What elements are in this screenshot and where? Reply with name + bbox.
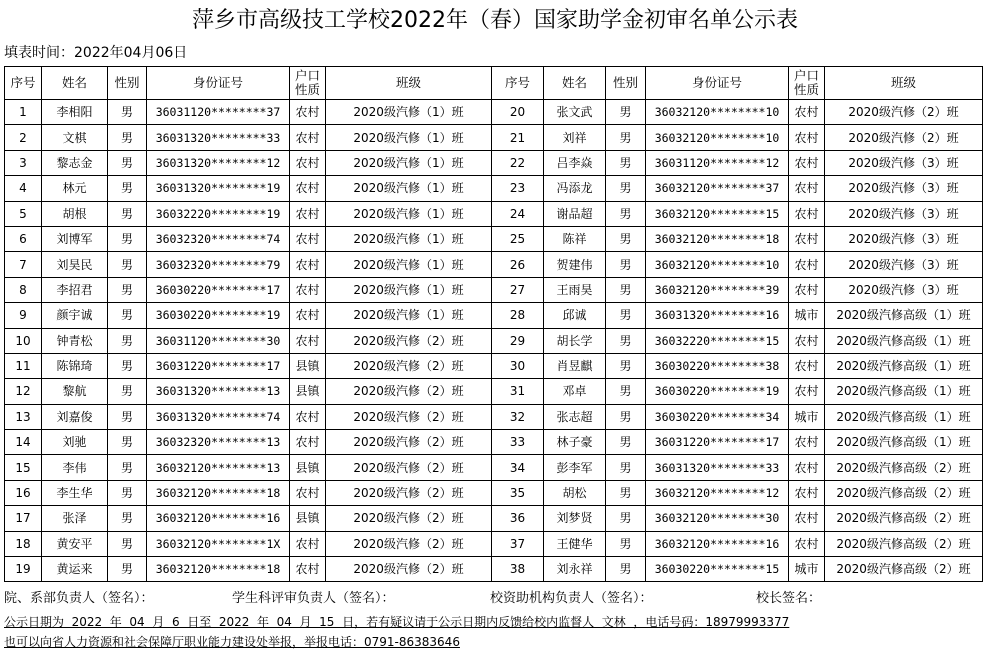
cell-household-type: 城市 <box>789 557 825 582</box>
cell-class: 2020级汽修（2）班 <box>326 430 492 455</box>
cell-household-type: 县镇 <box>290 379 326 404</box>
cell-id-number: 36030220********19 <box>646 379 789 404</box>
cell-name: 胡松 <box>544 480 606 505</box>
cell-gender: 男 <box>108 430 147 455</box>
cell-name: 胡根 <box>42 201 108 226</box>
cell-class: 2020级汽修（1）班 <box>326 176 492 201</box>
cell-index: 30 <box>492 353 544 378</box>
cell-class: 2020级汽修（2）班 <box>326 328 492 353</box>
cell-index: 25 <box>492 226 544 251</box>
cell-gender: 男 <box>606 252 646 277</box>
cell-gender: 男 <box>108 379 147 404</box>
table-row <box>5 125 983 150</box>
header-gender: 性别 <box>108 67 147 100</box>
cell-name: 黄运来 <box>42 557 108 582</box>
cell-index: 22 <box>492 150 544 175</box>
table-row <box>5 455 983 480</box>
cell-household-type: 农村 <box>789 480 825 505</box>
cell-index: 3 <box>5 150 42 175</box>
header-household-type: 户口性质 <box>789 67 825 100</box>
cell-class: 2020级汽修高级（2）班 <box>825 531 983 556</box>
cell-class: 2020级汽修（3）班 <box>825 252 983 277</box>
cell-class: 2020级汽修高级（1）班 <box>825 430 983 455</box>
cell-household-type: 农村 <box>290 176 326 201</box>
cell-class: 2020级汽修（3）班 <box>825 176 983 201</box>
cell-class: 2020级汽修高级（2）班 <box>825 557 983 582</box>
cell-id-number: 36032120********10 <box>646 125 789 150</box>
cell-class: 2020级汽修（2）班 <box>326 557 492 582</box>
header-name: 姓名 <box>42 67 108 100</box>
cell-name: 张志超 <box>544 404 606 429</box>
cell-index: 2 <box>5 125 42 150</box>
header-index: 序号 <box>492 67 544 100</box>
cell-id-number: 36032120********18 <box>147 557 290 582</box>
cell-class: 2020级汽修高级（2）班 <box>825 506 983 531</box>
cell-index: 29 <box>492 328 544 353</box>
cell-gender: 男 <box>108 226 147 251</box>
notice-text-2: 也可以向省人力资源和社会保障厅职业能力建设处举报，举报电话：0791-86383646 <box>4 635 460 649</box>
cell-index: 23 <box>492 176 544 201</box>
cell-id-number: 36031220********17 <box>147 353 290 378</box>
header-index: 序号 <box>5 67 42 100</box>
cell-gender: 男 <box>108 455 147 480</box>
header-id-number: 身份证号 <box>646 67 789 100</box>
cell-name: 林元 <box>42 176 108 201</box>
cell-class: 2020级汽修（1）班 <box>326 125 492 150</box>
cell-class: 2020级汽修（1）班 <box>326 303 492 328</box>
cell-name: 邱诚 <box>544 303 606 328</box>
notice-line-1 <box>4 614 789 630</box>
cell-gender: 男 <box>108 353 147 378</box>
table-row <box>5 531 983 556</box>
cell-gender: 男 <box>108 480 147 505</box>
cell-name: 肖昱麒 <box>544 353 606 378</box>
cell-index: 34 <box>492 455 544 480</box>
cell-name: 刘昊民 <box>42 252 108 277</box>
cell-id-number: 36031120********12 <box>646 150 789 175</box>
table-row <box>5 303 983 328</box>
cell-id-number: 36032220********15 <box>646 328 789 353</box>
cell-household-type: 农村 <box>290 328 326 353</box>
cell-id-number: 36032320********79 <box>147 252 290 277</box>
roster-table <box>4 66 983 582</box>
cell-id-number: 36032120********16 <box>646 531 789 556</box>
cell-class: 2020级汽修高级（1）班 <box>825 404 983 429</box>
cell-name: 黎航 <box>42 379 108 404</box>
cell-household-type: 城市 <box>789 404 825 429</box>
cell-gender: 男 <box>606 226 646 251</box>
cell-index: 10 <box>5 328 42 353</box>
cell-index: 31 <box>492 379 544 404</box>
cell-household-type: 农村 <box>789 379 825 404</box>
cell-index: 11 <box>5 353 42 378</box>
cell-gender: 男 <box>606 353 646 378</box>
header-class: 班级 <box>326 67 492 100</box>
cell-id-number: 36032120********39 <box>646 277 789 302</box>
cell-gender: 男 <box>606 430 646 455</box>
table-row <box>5 506 983 531</box>
review-head-signature: 学生科评审负责人（签名）： <box>232 591 395 606</box>
cell-gender: 男 <box>108 176 147 201</box>
cell-id-number: 36031120********37 <box>147 100 290 125</box>
cell-id-number: 36032120********1X <box>147 531 290 556</box>
cell-household-type: 农村 <box>290 480 326 505</box>
cell-class: 2020级汽修（2）班 <box>825 100 983 125</box>
cell-household-type: 农村 <box>789 150 825 175</box>
cell-index: 24 <box>492 201 544 226</box>
cell-gender: 男 <box>108 201 147 226</box>
cell-id-number: 36030220********34 <box>646 404 789 429</box>
cell-household-type: 农村 <box>290 252 326 277</box>
table-row <box>5 328 983 353</box>
cell-id-number: 36032120********37 <box>646 176 789 201</box>
cell-id-number: 36031320********33 <box>646 455 789 480</box>
cell-class: 2020级汽修（1）班 <box>326 252 492 277</box>
cell-class: 2020级汽修（2）班 <box>326 531 492 556</box>
cell-name: 张泽 <box>42 506 108 531</box>
cell-class: 2020级汽修高级（2）班 <box>825 480 983 505</box>
cell-name: 刘梦贤 <box>544 506 606 531</box>
cell-household-type: 农村 <box>789 201 825 226</box>
cell-name: 黄安平 <box>42 531 108 556</box>
cell-id-number: 36031320********16 <box>646 303 789 328</box>
cell-name: 李生华 <box>42 480 108 505</box>
cell-index: 9 <box>5 303 42 328</box>
cell-gender: 男 <box>606 379 646 404</box>
cell-gender: 男 <box>108 150 147 175</box>
cell-household-type: 农村 <box>789 100 825 125</box>
cell-household-type: 农村 <box>290 201 326 226</box>
cell-household-type: 县镇 <box>290 455 326 480</box>
cell-name: 刘驰 <box>42 430 108 455</box>
cell-name: 钟青松 <box>42 328 108 353</box>
cell-id-number: 36031320********19 <box>147 176 290 201</box>
cell-gender: 男 <box>606 277 646 302</box>
cell-index: 38 <box>492 557 544 582</box>
cell-gender: 男 <box>108 303 147 328</box>
cell-id-number: 36032320********74 <box>147 226 290 251</box>
cell-gender: 男 <box>108 328 147 353</box>
cell-class: 2020级汽修高级（2）班 <box>825 455 983 480</box>
cell-name: 陈祥 <box>544 226 606 251</box>
cell-index: 33 <box>492 430 544 455</box>
cell-index: 4 <box>5 176 42 201</box>
cell-name: 刘祥 <box>544 125 606 150</box>
cell-name: 李招君 <box>42 277 108 302</box>
cell-id-number: 36032120********10 <box>646 100 789 125</box>
cell-gender: 男 <box>108 506 147 531</box>
cell-class: 2020级汽修（2）班 <box>326 353 492 378</box>
cell-index: 27 <box>492 277 544 302</box>
cell-gender: 男 <box>108 252 147 277</box>
cell-index: 5 <box>5 201 42 226</box>
cell-class: 2020级汽修（2）班 <box>326 455 492 480</box>
cell-index: 16 <box>5 480 42 505</box>
cell-id-number: 36032320********13 <box>147 430 290 455</box>
signature-row <box>4 590 984 608</box>
cell-class: 2020级汽修（3）班 <box>825 226 983 251</box>
cell-household-type: 农村 <box>290 430 326 455</box>
cell-gender: 男 <box>108 557 147 582</box>
cell-gender: 男 <box>606 125 646 150</box>
table-row <box>5 379 983 404</box>
cell-gender: 男 <box>606 404 646 429</box>
cell-index: 6 <box>5 226 42 251</box>
cell-class: 2020级汽修（1）班 <box>326 150 492 175</box>
cell-id-number: 36030220********19 <box>147 303 290 328</box>
cell-gender: 男 <box>108 531 147 556</box>
table-row <box>5 430 983 455</box>
cell-index: 20 <box>492 100 544 125</box>
cell-index: 19 <box>5 557 42 582</box>
cell-name: 张文武 <box>544 100 606 125</box>
notice-text-1: 公示日期为 2022 年 04 月 6 日至 2022 年 04 月 15 日，若有疑议请于公示日期内反馈给校内监督人 文林 ，电话号码：18979993377 <box>4 615 790 629</box>
cell-class: 2020级汽修（3）班 <box>825 277 983 302</box>
cell-household-type: 城市 <box>789 303 825 328</box>
principal-signature: 校长签名： <box>756 591 822 606</box>
cell-class: 2020级汽修高级（1）班 <box>825 379 983 404</box>
cell-id-number: 36032220********19 <box>147 201 290 226</box>
notice-line-2 <box>4 634 460 650</box>
cell-name: 彭李军 <box>544 455 606 480</box>
cell-household-type: 农村 <box>789 125 825 150</box>
cell-gender: 男 <box>606 531 646 556</box>
header-class: 班级 <box>825 67 983 100</box>
cell-household-type: 农村 <box>290 277 326 302</box>
cell-name: 邓卓 <box>544 379 606 404</box>
cell-index: 14 <box>5 430 42 455</box>
cell-household-type: 农村 <box>789 506 825 531</box>
cell-index: 21 <box>492 125 544 150</box>
cell-class: 2020级汽修高级（1）班 <box>825 328 983 353</box>
cell-index: 37 <box>492 531 544 556</box>
header-name: 姓名 <box>544 67 606 100</box>
cell-index: 7 <box>5 252 42 277</box>
cell-gender: 男 <box>606 328 646 353</box>
cell-class: 2020级汽修（2）班 <box>326 379 492 404</box>
cell-household-type: 农村 <box>290 404 326 429</box>
cell-class: 2020级汽修高级（1）班 <box>825 353 983 378</box>
cell-household-type: 农村 <box>789 277 825 302</box>
cell-class: 2020级汽修（1）班 <box>326 100 492 125</box>
cell-index: 15 <box>5 455 42 480</box>
header-id-number: 身份证号 <box>147 67 290 100</box>
cell-name: 李相阳 <box>42 100 108 125</box>
cell-gender: 男 <box>606 303 646 328</box>
table-row <box>5 557 983 582</box>
cell-household-type: 农村 <box>290 531 326 556</box>
cell-id-number: 36032120********13 <box>147 455 290 480</box>
cell-gender: 男 <box>606 455 646 480</box>
header-household-type: 户口性质 <box>290 67 326 100</box>
cell-index: 26 <box>492 252 544 277</box>
cell-id-number: 36032120********12 <box>646 480 789 505</box>
cell-gender: 男 <box>606 557 646 582</box>
cell-id-number: 36032120********18 <box>646 226 789 251</box>
cell-index: 12 <box>5 379 42 404</box>
cell-class: 2020级汽修（2）班 <box>326 404 492 429</box>
cell-household-type: 农村 <box>789 531 825 556</box>
cell-gender: 男 <box>108 404 147 429</box>
table-row <box>5 201 983 226</box>
cell-gender: 男 <box>108 100 147 125</box>
cell-class: 2020级汽修（1）班 <box>326 226 492 251</box>
cell-household-type: 农村 <box>789 430 825 455</box>
cell-name: 胡长学 <box>544 328 606 353</box>
cell-name: 文棋 <box>42 125 108 150</box>
cell-gender: 男 <box>108 277 147 302</box>
table-row <box>5 226 983 251</box>
table-row <box>5 277 983 302</box>
cell-id-number: 36032120********16 <box>147 506 290 531</box>
cell-gender: 男 <box>606 176 646 201</box>
table-row <box>5 150 983 175</box>
cell-household-type: 农村 <box>789 328 825 353</box>
cell-id-number: 36031320********12 <box>147 150 290 175</box>
cell-id-number: 36031220********17 <box>646 430 789 455</box>
cell-index: 13 <box>5 404 42 429</box>
cell-id-number: 36030220********38 <box>646 353 789 378</box>
cell-household-type: 县镇 <box>290 506 326 531</box>
cell-household-type: 农村 <box>789 353 825 378</box>
cell-name: 李伟 <box>42 455 108 480</box>
cell-name: 刘博军 <box>42 226 108 251</box>
page-title: 萍乡市高级技工学校2022年（春）国家助学金初审名单公示表 <box>192 8 798 33</box>
cell-name: 刘嘉俊 <box>42 404 108 429</box>
cell-id-number: 36031320********13 <box>147 379 290 404</box>
cell-gender: 男 <box>606 506 646 531</box>
cell-id-number: 36031120********30 <box>147 328 290 353</box>
cell-id-number: 36031320********74 <box>147 404 290 429</box>
cell-gender: 男 <box>108 125 147 150</box>
cell-household-type: 农村 <box>789 176 825 201</box>
cell-index: 8 <box>5 277 42 302</box>
header-row <box>5 67 983 100</box>
cell-name: 贺建伟 <box>544 252 606 277</box>
cell-class: 2020级汽修（1）班 <box>326 277 492 302</box>
cell-household-type: 农村 <box>789 226 825 251</box>
cell-household-type: 农村 <box>290 125 326 150</box>
cell-class: 2020级汽修（2）班 <box>326 480 492 505</box>
cell-id-number: 36032120********18 <box>147 480 290 505</box>
cell-household-type: 农村 <box>789 252 825 277</box>
fill-time: 填表时间：2022年04月06日 <box>4 45 188 61</box>
cell-name: 谢品超 <box>544 201 606 226</box>
cell-class: 2020级汽修高级（1）班 <box>825 303 983 328</box>
cell-id-number: 36031320********33 <box>147 125 290 150</box>
cell-name: 王雨昊 <box>544 277 606 302</box>
table-row <box>5 480 983 505</box>
cell-name: 王健华 <box>544 531 606 556</box>
table-row <box>5 252 983 277</box>
cell-name: 陈锦琦 <box>42 353 108 378</box>
cell-id-number: 36030220********17 <box>147 277 290 302</box>
cell-household-type: 农村 <box>290 226 326 251</box>
dept-head-signature: 院、系部负责人（签名）： <box>4 591 154 606</box>
cell-household-type: 农村 <box>290 303 326 328</box>
cell-name: 黎志金 <box>42 150 108 175</box>
cell-name: 林子豪 <box>544 430 606 455</box>
cell-gender: 男 <box>606 480 646 505</box>
cell-class: 2020级汽修（3）班 <box>825 201 983 226</box>
cell-name: 冯添龙 <box>544 176 606 201</box>
table-row <box>5 404 983 429</box>
table-row <box>5 100 983 125</box>
cell-class: 2020级汽修（3）班 <box>825 150 983 175</box>
cell-id-number: 36032120********30 <box>646 506 789 531</box>
header-gender: 性别 <box>606 67 646 100</box>
cell-gender: 男 <box>606 150 646 175</box>
cell-household-type: 农村 <box>290 557 326 582</box>
cell-name: 吕李焱 <box>544 150 606 175</box>
table-row <box>5 353 983 378</box>
cell-name: 刘永祥 <box>544 557 606 582</box>
cell-index: 18 <box>5 531 42 556</box>
cell-index: 17 <box>5 506 42 531</box>
cell-id-number: 36032120********15 <box>646 201 789 226</box>
cell-index: 28 <box>492 303 544 328</box>
cell-id-number: 36030220********15 <box>646 557 789 582</box>
cell-class: 2020级汽修（2）班 <box>326 506 492 531</box>
cell-id-number: 36032120********10 <box>646 252 789 277</box>
cell-household-type: 县镇 <box>290 353 326 378</box>
table-row <box>5 176 983 201</box>
cell-index: 1 <box>5 100 42 125</box>
cell-index: 32 <box>492 404 544 429</box>
cell-class: 2020级汽修（1）班 <box>326 201 492 226</box>
cell-name: 颜宇诚 <box>42 303 108 328</box>
cell-household-type: 农村 <box>789 455 825 480</box>
cell-household-type: 农村 <box>290 150 326 175</box>
cell-gender: 男 <box>606 201 646 226</box>
cell-index: 35 <box>492 480 544 505</box>
aid-head-signature: 校资助机构负责人（签名）： <box>490 591 653 606</box>
cell-index: 36 <box>492 506 544 531</box>
cell-class: 2020级汽修（2）班 <box>825 125 983 150</box>
cell-gender: 男 <box>606 100 646 125</box>
cell-household-type: 农村 <box>290 100 326 125</box>
